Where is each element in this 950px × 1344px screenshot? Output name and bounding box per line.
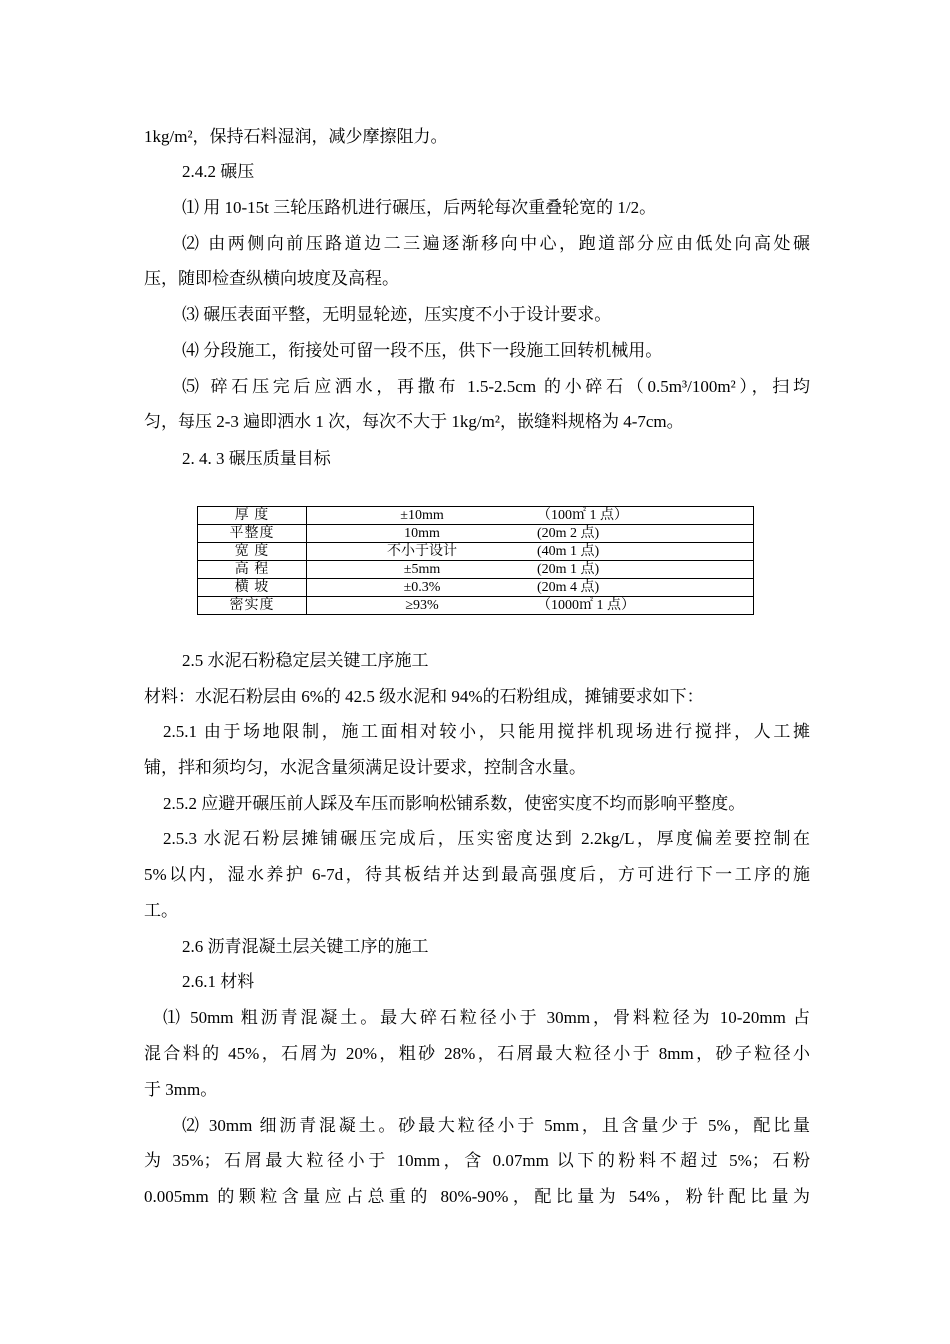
paragraph-line: 2.5.3 水泥石粉层摊铺碾压完成后，压实密度达到 2.2kg/L，厚度偏差要控制在 bbox=[163, 829, 810, 848]
section-heading-2-6: 2.6 沥青混凝土层关键工序的施工 bbox=[182, 937, 429, 956]
value-text: ≥93% bbox=[405, 598, 439, 613]
table-cell-value bbox=[307, 543, 754, 561]
section-heading-2-6-1: 2.6.1 材料 bbox=[182, 972, 255, 991]
table-row bbox=[198, 579, 754, 597]
list-item-2: ⑵ 由两侧向前压路道边二三遍逐渐移向中心，跑道部分应由低处向高处碾 bbox=[182, 234, 810, 253]
table-cell-value bbox=[307, 507, 754, 525]
frequency-text: (20m 4 点) bbox=[537, 580, 600, 595]
paragraph-line: 2.5.1 由于场地限制，施工面相对较小，只能用搅拌机现场进行搅拌，人工摊 bbox=[163, 722, 810, 741]
list-item-2-cont: 0.005mm 的颗粒含量应占总重的 80%-90%，配比量为 54%，粉针配比量为 bbox=[144, 1187, 810, 1206]
table-cell-value bbox=[307, 579, 754, 597]
table-cell-item: 平整度 bbox=[198, 525, 307, 543]
list-item-1-cont: 混合料的 45%，石屑为 20%，粗砂 28%，石屑最大粒径小于 8mm，砂子粒径小 bbox=[144, 1044, 810, 1063]
list-item-5-cont: 匀，每压 2-3 遍即洒水 1 次，每次不大于 1kg/m²，嵌缝料规格为 4-7cm。 bbox=[144, 412, 684, 431]
section-heading-2-4-2: 2.4.2 碾压 bbox=[182, 162, 255, 181]
table-cell-item: 厚 度 bbox=[198, 507, 307, 525]
table-cell-value bbox=[307, 561, 754, 579]
list-item-1: ⑴ 用 10-15t 三轮压路机进行碾压，后两轮每次重叠轮宽的 1/2。 bbox=[182, 198, 657, 217]
table-row bbox=[198, 543, 754, 561]
table-cell-item: 宽 度 bbox=[198, 543, 307, 561]
paragraph-line: 铺，拌和须均匀，水泥含量须满足设计要求，控制含水量。 bbox=[144, 758, 586, 777]
table-cell-value bbox=[307, 525, 754, 543]
frequency-text: (40m 1 点) bbox=[537, 544, 600, 559]
table-row bbox=[198, 561, 754, 579]
table-cell-item: 密实度 bbox=[198, 597, 307, 615]
list-item-2: ⑵ 30mm 细沥青混凝土。砂最大粒径小于 5mm，且含量少于 5%，配比量 bbox=[182, 1116, 810, 1135]
value-text: ±0.3% bbox=[403, 580, 441, 595]
list-item-3: ⑶ 碾压表面平整，无明显轮迹，压实度不小于设计要求。 bbox=[182, 305, 612, 324]
paragraph-line: 1kg/m²，保持石料湿润，减少摩擦阻力。 bbox=[144, 127, 448, 146]
value-text: ±5mm bbox=[403, 562, 441, 577]
quality-table bbox=[197, 506, 754, 615]
paragraph-line: 工。 bbox=[144, 901, 178, 920]
list-item-4: ⑷ 分段施工，衔接处可留一段不压，供下一段施工回转机械用。 bbox=[182, 341, 663, 360]
frequency-text: （100㎡ 1 点） bbox=[537, 508, 628, 523]
table-cell-item: 横 坡 bbox=[198, 579, 307, 597]
frequency-text: (20m 1 点) bbox=[537, 562, 600, 577]
table-cell-value bbox=[307, 597, 754, 615]
paragraph-line: 2.5.2 应避开碾压前人踩及车压而影响松铺系数，使密实度不均而影响平整度。 bbox=[163, 794, 746, 813]
list-item-2-cont: 压，随即检查纵横向坡度及高程。 bbox=[144, 269, 399, 288]
frequency-text: （1000㎡ 1 点） bbox=[537, 598, 635, 613]
table-row bbox=[198, 507, 754, 525]
paragraph-line: 5%以内，湿水养护 6-7d，待其板结并达到最高强度后，方可进行下一工序的施 bbox=[144, 865, 810, 884]
value-text: 不小于设计 bbox=[387, 544, 457, 559]
value-text: 10mm bbox=[404, 526, 440, 541]
table-cell-item: 高 程 bbox=[198, 561, 307, 579]
list-item-2-cont: 为 35%；石屑最大粒径小于 10mm，含 0.07mm 以下的粉料不超过 5%；石粉 bbox=[144, 1151, 810, 1170]
list-item-5: ⑸ 碎石压完后应洒水，再撒布 1.5-2.5cm 的小碎石（0.5m³/100m²），扫均 bbox=[182, 377, 810, 396]
section-heading-2-4-3: 2. 4. 3 碾压质量目标 bbox=[182, 449, 331, 468]
list-item-1-cont: 于 3mm。 bbox=[144, 1080, 218, 1099]
frequency-text: (20m 2 点) bbox=[537, 526, 600, 541]
table-row bbox=[198, 597, 754, 615]
value-text: ±10mm bbox=[400, 508, 444, 523]
paragraph-line: 材料：水泥石粉层由 6%的 42.5 级水泥和 94%的石粉组成，摊铺要求如下： bbox=[144, 687, 704, 706]
list-item-1: ⑴ 50mm 粗沥青混凝土。最大碎石粒径小于 30mm，骨料粒径为 10-20mm 占 bbox=[163, 1008, 810, 1027]
section-heading-2-5: 2.5 水泥石粉稳定层关键工序施工 bbox=[182, 651, 429, 670]
table-row bbox=[198, 525, 754, 543]
